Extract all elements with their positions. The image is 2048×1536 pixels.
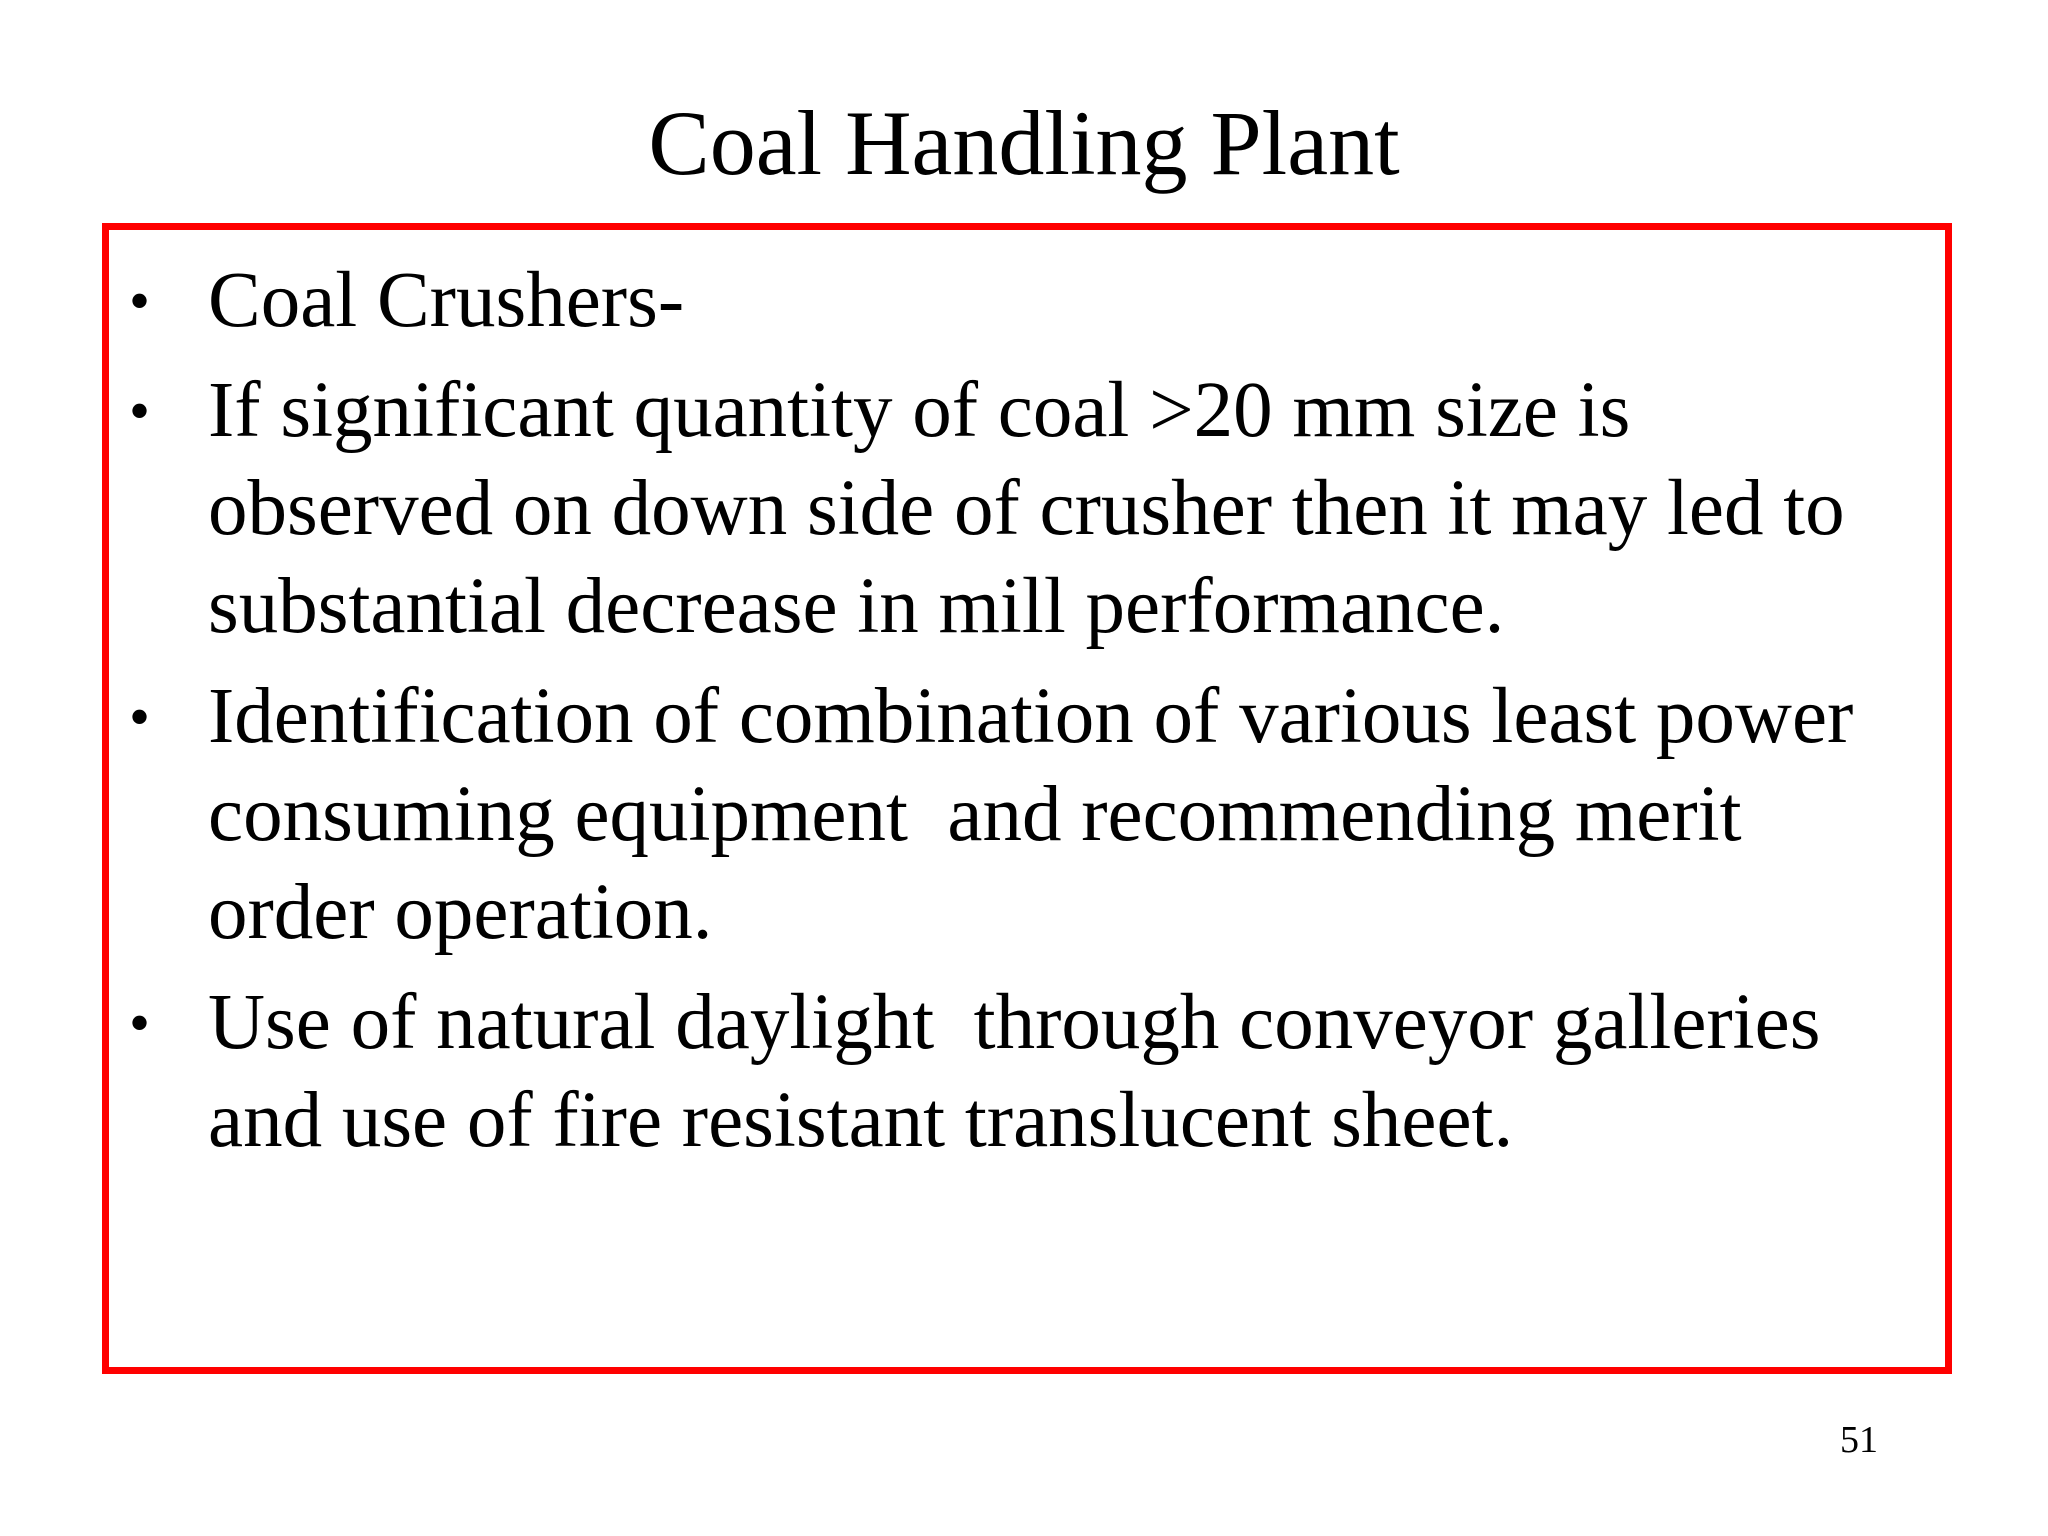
bullet-text: Identification of combination of various least power consuming equipment and recommending merit order operation.	[208, 673, 1874, 956]
bullet-text: Use of natural daylight through conveyor galleries and use of fire resistant translucent sheet.	[208, 979, 1841, 1164]
bullet-point-icon: •	[129, 684, 151, 750]
content-frame	[102, 223, 1952, 1374]
slide-title: Coal Handling Plant	[648, 92, 1400, 194]
bullet-item	[109, 362, 1945, 656]
bullet-text: Coal Crushers-	[208, 257, 685, 344]
bullet-item	[109, 252, 1945, 350]
bullet-point-icon: •	[129, 378, 151, 444]
bullet-point-icon: •	[129, 990, 151, 1056]
bullet-list	[109, 252, 1945, 1182]
bullet-point-icon: •	[129, 268, 151, 334]
bullet-item	[109, 668, 1945, 962]
bullet-text: If significant quantity of coal >20 mm size is observed on down side of crusher then it may led to substantial decrease in mill performance.	[208, 367, 1865, 650]
slide-number: 51	[1840, 1419, 1878, 1461]
bullet-item	[109, 974, 1945, 1170]
